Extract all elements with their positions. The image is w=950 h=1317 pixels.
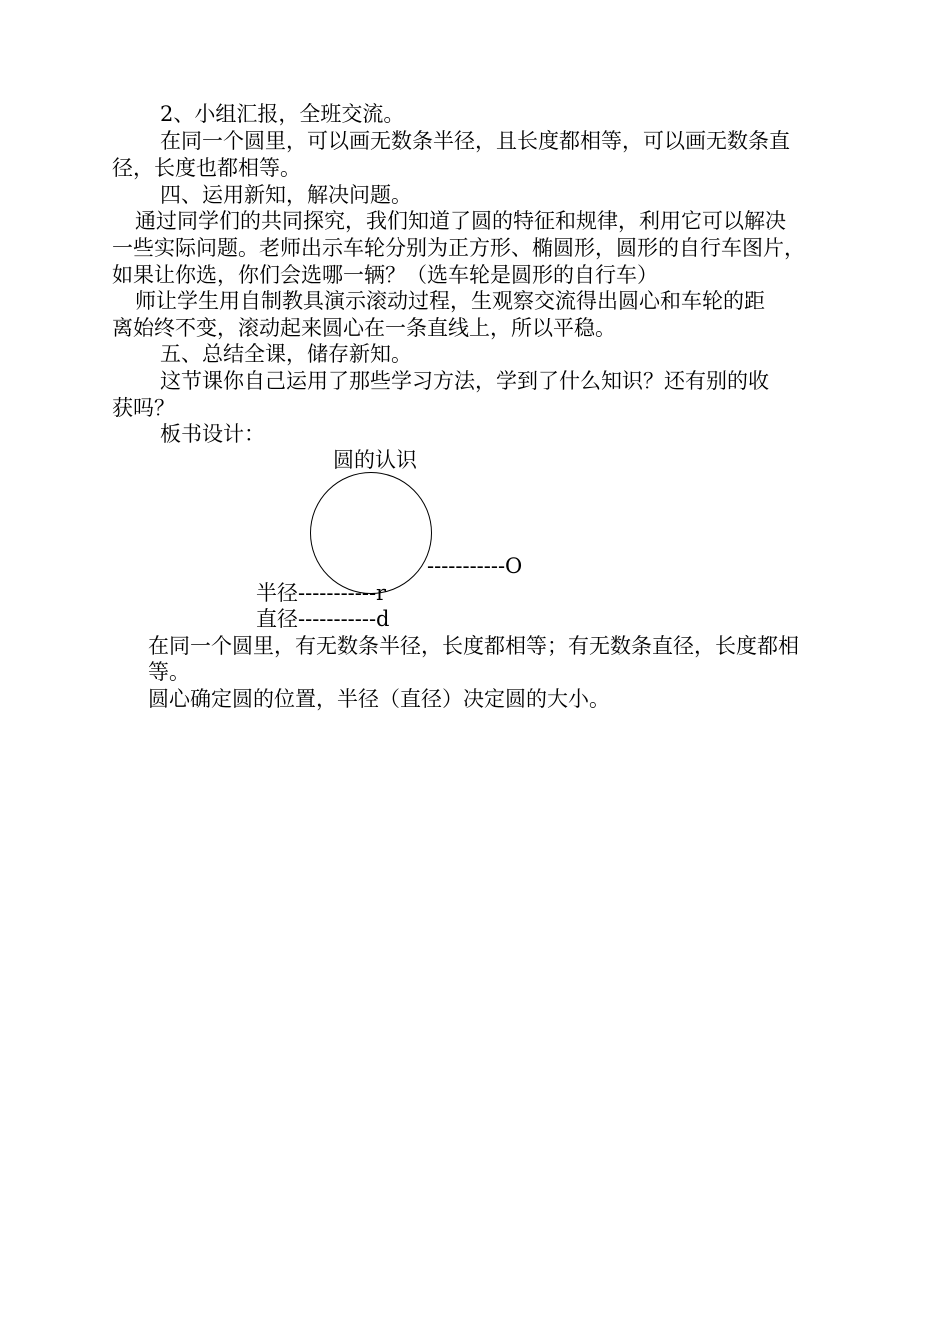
paragraph-line: 在同一个圆里，可以画无数条半径，且长度都相等，可以画无数条直 xyxy=(160,129,790,153)
summary-line: 等。 xyxy=(148,660,190,684)
diameter-label: 直径-----------d xyxy=(256,607,390,631)
paragraph-line: 通过同学们的共同探究，我们知道了圆的特征和规律，利用它可以解决 xyxy=(135,209,786,233)
paragraph-line: 这节课你自己运用了那些学习方法，学到了什么知识？还有别的收 xyxy=(160,369,769,393)
paragraph-line: 获吗？ xyxy=(112,396,175,420)
board-design-label: 板书设计： xyxy=(160,422,265,446)
paragraph-line: 径，长度也都相等。 xyxy=(112,156,301,180)
summary-line: 在同一个圆里，有无数条半径，长度都相等；有无数条直径，长度都相 xyxy=(148,634,799,658)
section-heading: 四、运用新知，解决问题。 xyxy=(160,183,412,207)
circle-shape xyxy=(310,472,432,594)
summary-line: 圆心确定圆的位置，半径（直径）决定圆的大小。 xyxy=(148,687,610,711)
section-heading: 五、总结全课，储存新知。 xyxy=(160,342,412,366)
board-title: 圆的认识 xyxy=(333,448,417,472)
center-label: -----------O xyxy=(427,554,523,578)
paragraph-line: 一些实际问题。老师出示车轮分别为正方形、椭圆形，圆形的自行车图片， xyxy=(112,236,805,260)
paragraph-line: 师让学生用自制教具演示滚动过程，生观察交流得出圆心和车轮的距 xyxy=(135,289,765,313)
radius-label: 半径-----------r xyxy=(256,581,387,605)
paragraph-line: 如果让你选，你们会选哪一辆？（选车轮是圆形的自行车） xyxy=(112,263,658,287)
paragraph-line: 离始终不变，滚动起来圆心在一条直线上，所以平稳。 xyxy=(112,316,616,340)
paragraph-line: 2、小组汇报，全班交流。 xyxy=(160,102,405,126)
